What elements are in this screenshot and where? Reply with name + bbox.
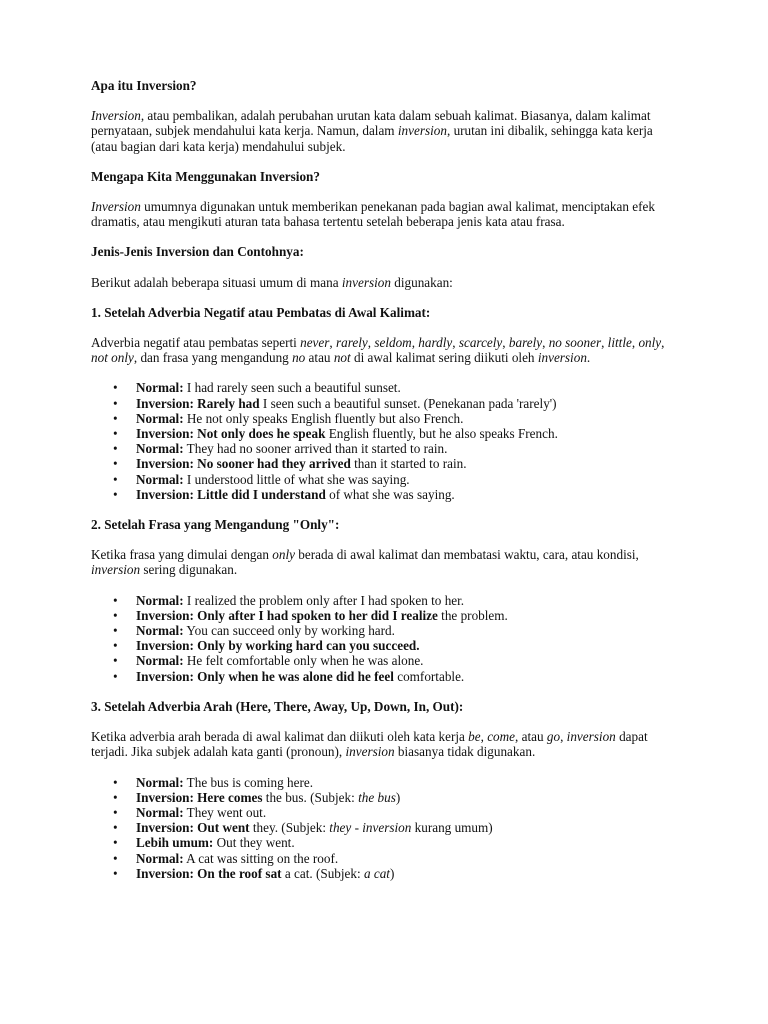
list-item: • Lebih umum: Out they went. xyxy=(136,835,681,850)
list-item: • Inversion: Only by working hard can you succeed. xyxy=(136,638,681,653)
example-list-adverbia-negatif xyxy=(91,380,681,502)
italic-term: Inversion xyxy=(91,108,141,124)
heading-mengapa: Mengapa Kita Menggunakan Inversion? xyxy=(91,168,320,184)
list-item: • Normal: They had no sooner arrived than it started to rain. xyxy=(136,441,681,456)
list-item: • Inversion: Little did I understand of what she was saying. xyxy=(136,487,681,502)
heading-frasa-only: 2. Setelah Frasa yang Mengandung "Only": xyxy=(91,517,340,533)
list-item: • Normal: I had rarely seen such a beautiful sunset. xyxy=(136,380,681,395)
paragraph-frasa-only: Ketika frasa yang dimulai dengan only berada di awal kalimat dan membatasi waktu, cara, atau kondisi, inversion sering digunakan. xyxy=(91,547,639,578)
heading-adverbia-negatif: 1. Setelah Adverbia Negatif atau Pembatas di Awal Kalimat: xyxy=(91,304,431,320)
document-page xyxy=(91,78,681,896)
heading-apa-itu-inversion: Apa itu Inversion? xyxy=(91,78,197,93)
list-item: • Inversion: Here comes the bus. (Subjek: the bus) xyxy=(136,790,681,805)
italic-term: inversion xyxy=(397,123,447,139)
list-item: • Inversion: Only after I had spoken to her did I realize the problem. xyxy=(136,608,681,623)
heading-adverbia-arah: 3. Setelah Adverbia Arah (Here, There, Away, Up, Down, In, Out): xyxy=(91,698,464,714)
example-list-adverbia-arah xyxy=(91,775,681,881)
paragraph-adverbia-arah: Ketika adverbia arah berada di awal kalimat dan diikuti oleh kata kerja be, come, atau go, inversion dapat terjadi. Jika subjek adalah kata ganti (pronoun), inversion biasanya tidak digunakan. xyxy=(91,729,648,760)
paragraph-adverbia-negatif: Adverbia negatif atau pembatas seperti never, rarely, seldom, hardly, scarcely, barely, no sooner, little, only, not only, dan frasa yang mengandung no atau not di awal kalimat sering diikuti oleh inversion. xyxy=(91,335,665,366)
list-item: • Inversion: Only when he was alone did he feel comfortable. xyxy=(136,669,681,684)
paragraph-definition: Inversion, atau pembalikan, adalah perubahan urutan kata dalam sebuah kalimat. Biasanya, dalam kalimat pernyataan, subjek mendahului kata kerja. Namun, dalam inversion, urutan ini dibalik, sehingga kata kerja (atau bagian dari kata kerja) mendahului subjek. xyxy=(91,108,653,154)
example-list-frasa-only xyxy=(91,593,681,684)
list-item: • Normal: A cat was sitting on the roof. xyxy=(136,851,681,866)
list-item: • Inversion: Rarely had I seen such a beautiful sunset. (Penekanan pada 'rarely') xyxy=(136,396,681,411)
italic-term: Inversion xyxy=(91,199,141,215)
list-item: • Normal: You can succeed only by working hard. xyxy=(136,623,681,638)
list-item: • Normal: The bus is coming here. xyxy=(136,775,681,790)
paragraph-purpose: Inversion umumnya digunakan untuk memberikan penekanan pada bagian awal kalimat, menciptakan efek dramatis, atau mengikuti aturan tata bahasa tertentu setelah beberapa jenis kata atau frasa. xyxy=(91,199,655,230)
list-item: • Normal: I understood little of what she was saying. xyxy=(136,472,681,487)
italic-term: inversion xyxy=(341,274,391,290)
list-item: • Inversion: No sooner had they arrived than it started to rain. xyxy=(136,456,681,471)
list-item: • Normal: He felt comfortable only when he was alone. xyxy=(136,653,681,668)
list-item: • Normal: They went out. xyxy=(136,805,681,820)
heading-jenis-jenis: Jenis-Jenis Inversion dan Contohnya: xyxy=(91,244,304,260)
list-item: • Normal: I realized the problem only after I had spoken to her. xyxy=(136,593,681,608)
list-item: • Inversion: Not only does he speak English fluently, but he also speaks French. xyxy=(136,426,681,441)
paragraph-intro: Berikut adalah beberapa situasi umum di mana inversion digunakan: xyxy=(91,274,453,290)
list-item: • Normal: He not only speaks English fluently but also French. xyxy=(136,411,681,426)
list-item: • Inversion: On the roof sat a cat. (Subjek: a cat) xyxy=(136,866,681,881)
list-item: • Inversion: Out went they. (Subjek: they - inversion kurang umum) xyxy=(136,820,681,835)
